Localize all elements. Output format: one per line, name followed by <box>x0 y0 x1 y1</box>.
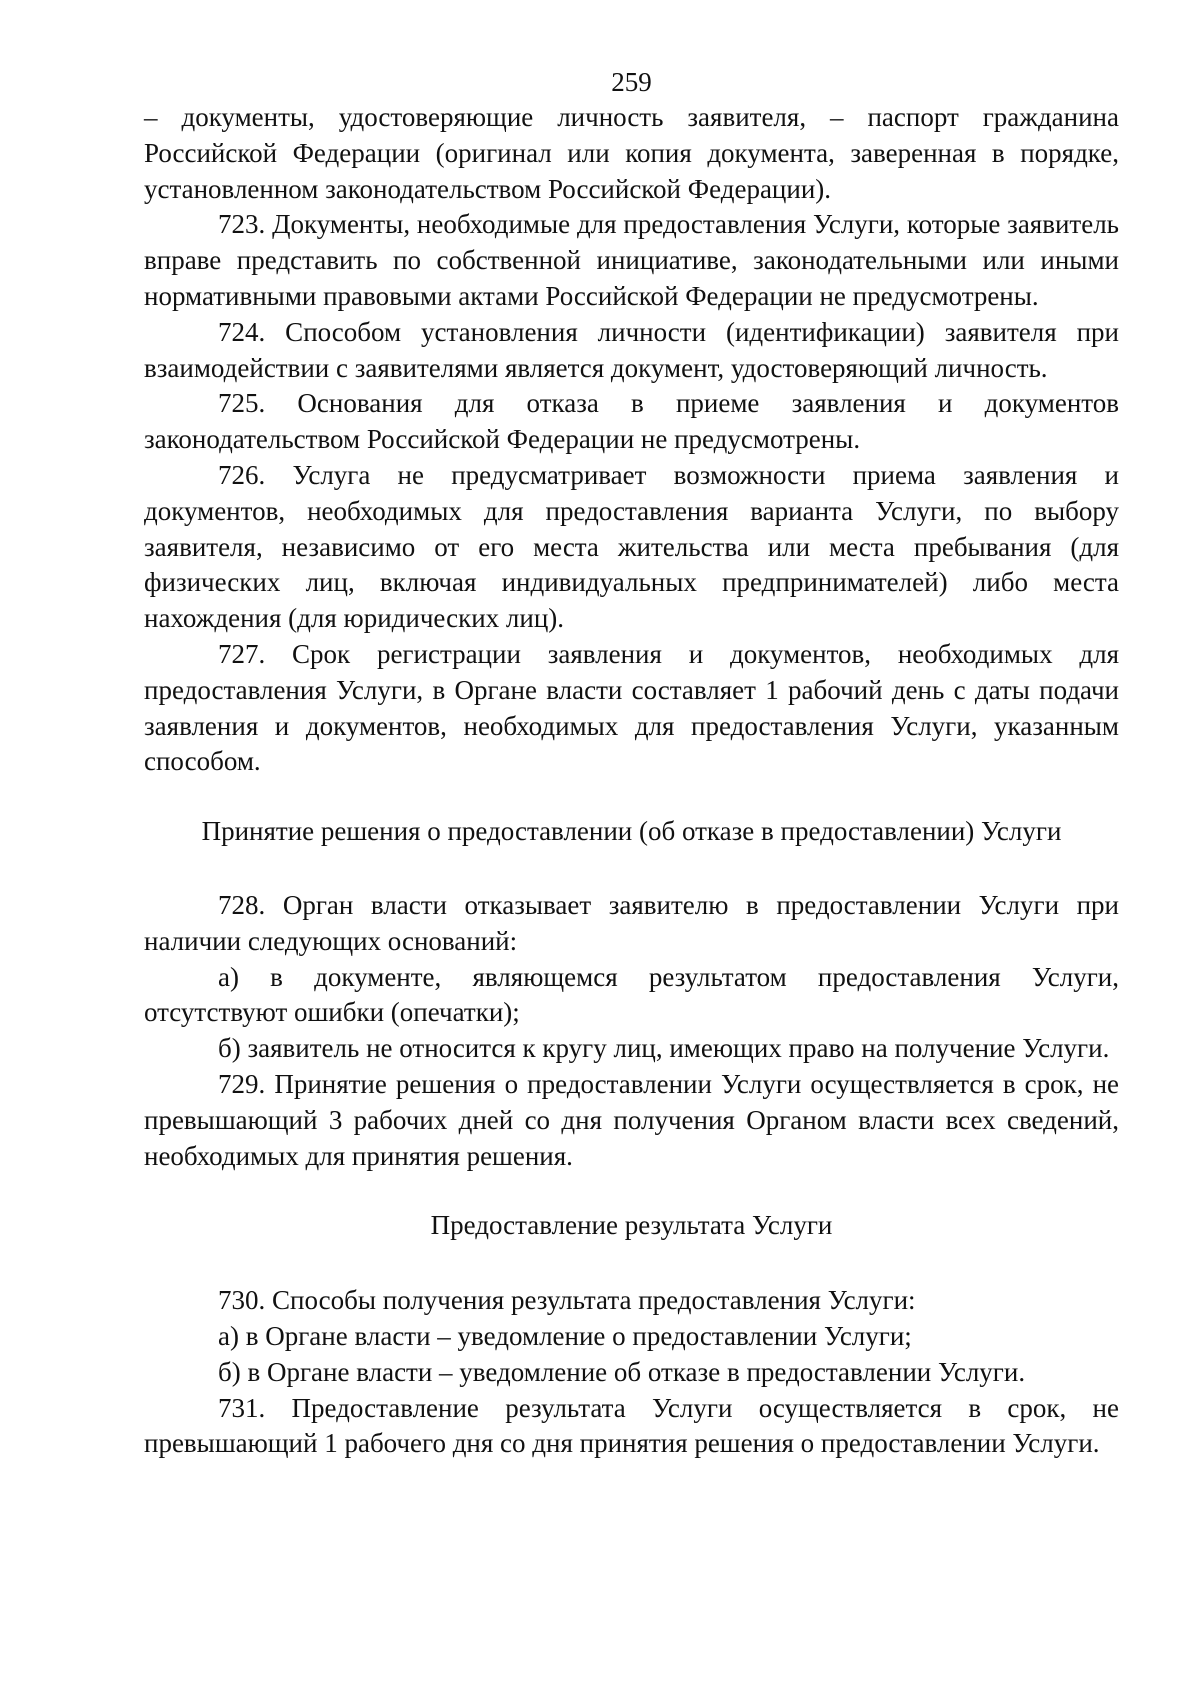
paragraph-726: 726. Услуга не предусматривает возможности приема заявления и документов, необходимых для предоставления варианта Услуги, по выбору заявителя, независимо от его места жительства или места пребывания (для физических лиц, включая индивидуальных предпринимателей) либо места нахождения (для юридических лиц). <box>144 459 1119 634</box>
section-heading-decision: Принятие решения о предоставлении (об отказе в предоставлении) Услуги <box>201 816 1062 847</box>
spacer <box>144 850 1119 888</box>
paragraph-identity-documents: – документы, удостоверяющие личность заявителя, – паспорт гражданина Российской Федерации (оригинал или копия документа, заверенная в порядке, установленном законодательством Российской Федерации). <box>144 102 1119 204</box>
document-page <box>144 64 1119 1462</box>
paragraph-728-b: б) заявитель не относится к кругу лиц, имеющих право на получение Услуги. <box>218 1033 1110 1064</box>
paragraph-728-a: а) в документе, являющемся результатом предоставления Услуги, отсутствуют ошибки (опечатки); <box>144 961 1119 1028</box>
paragraph-729: 729. Принятие решения о предоставлении Услуги осуществляется в срок, не превышающий 3 рабочих дней со дня получения Органом власти всех сведений, необходимых для принятия решения. <box>144 1068 1119 1171</box>
paragraph-730: 730. Способы получения результата предоставления Услуги: <box>218 1285 916 1316</box>
spacer <box>144 1244 1119 1283</box>
section-heading-result: Предоставление результата Услуги <box>430 1210 833 1241</box>
paragraph-723: 723. Документы, необходимые для предоставления Услуги, которые заявитель вправе представить по собственной инициативе, законодательными или иными нормативными правовыми актами Российской Федерации не предусмотрены. <box>144 209 1119 311</box>
paragraph-730-b: б) в Органе власти – уведомление об отказе в предоставлении Услуги. <box>218 1356 1026 1387</box>
paragraph-730-a: а) в Органе власти – уведомление о предоставлении Услуги; <box>218 1320 912 1351</box>
paragraph-724: 724. Способом установления личности (идентификации) заявителя при взаимодействии с заявителями является документ, удостоверяющий личность. <box>144 316 1119 383</box>
spacer <box>144 780 1119 814</box>
page-number: 259 <box>611 67 652 97</box>
paragraph-725: 725. Основания для отказа в приеме заявления и документов законодательством Российской Федерации не предусмотрены. <box>144 388 1119 455</box>
paragraph-728: 728. Орган власти отказывает заявителю в предоставлении Услуги при наличии следующих оснований: <box>144 889 1119 956</box>
paragraph-727: 727. Срок регистрации заявления и документов, необходимых для предоставления Услуги, в Органе власти составляет 1 рабочий день с даты подачи заявления и документов, необходимых для предоставления Услуги, указанным способом. <box>144 638 1119 777</box>
paragraph-731: 731. Предоставление результата Услуги осуществляется в срок, не превышающий 1 рабочего дня со дня принятия решения о предоставлении Услуги. <box>144 1392 1119 1459</box>
spacer <box>144 1174 1119 1208</box>
